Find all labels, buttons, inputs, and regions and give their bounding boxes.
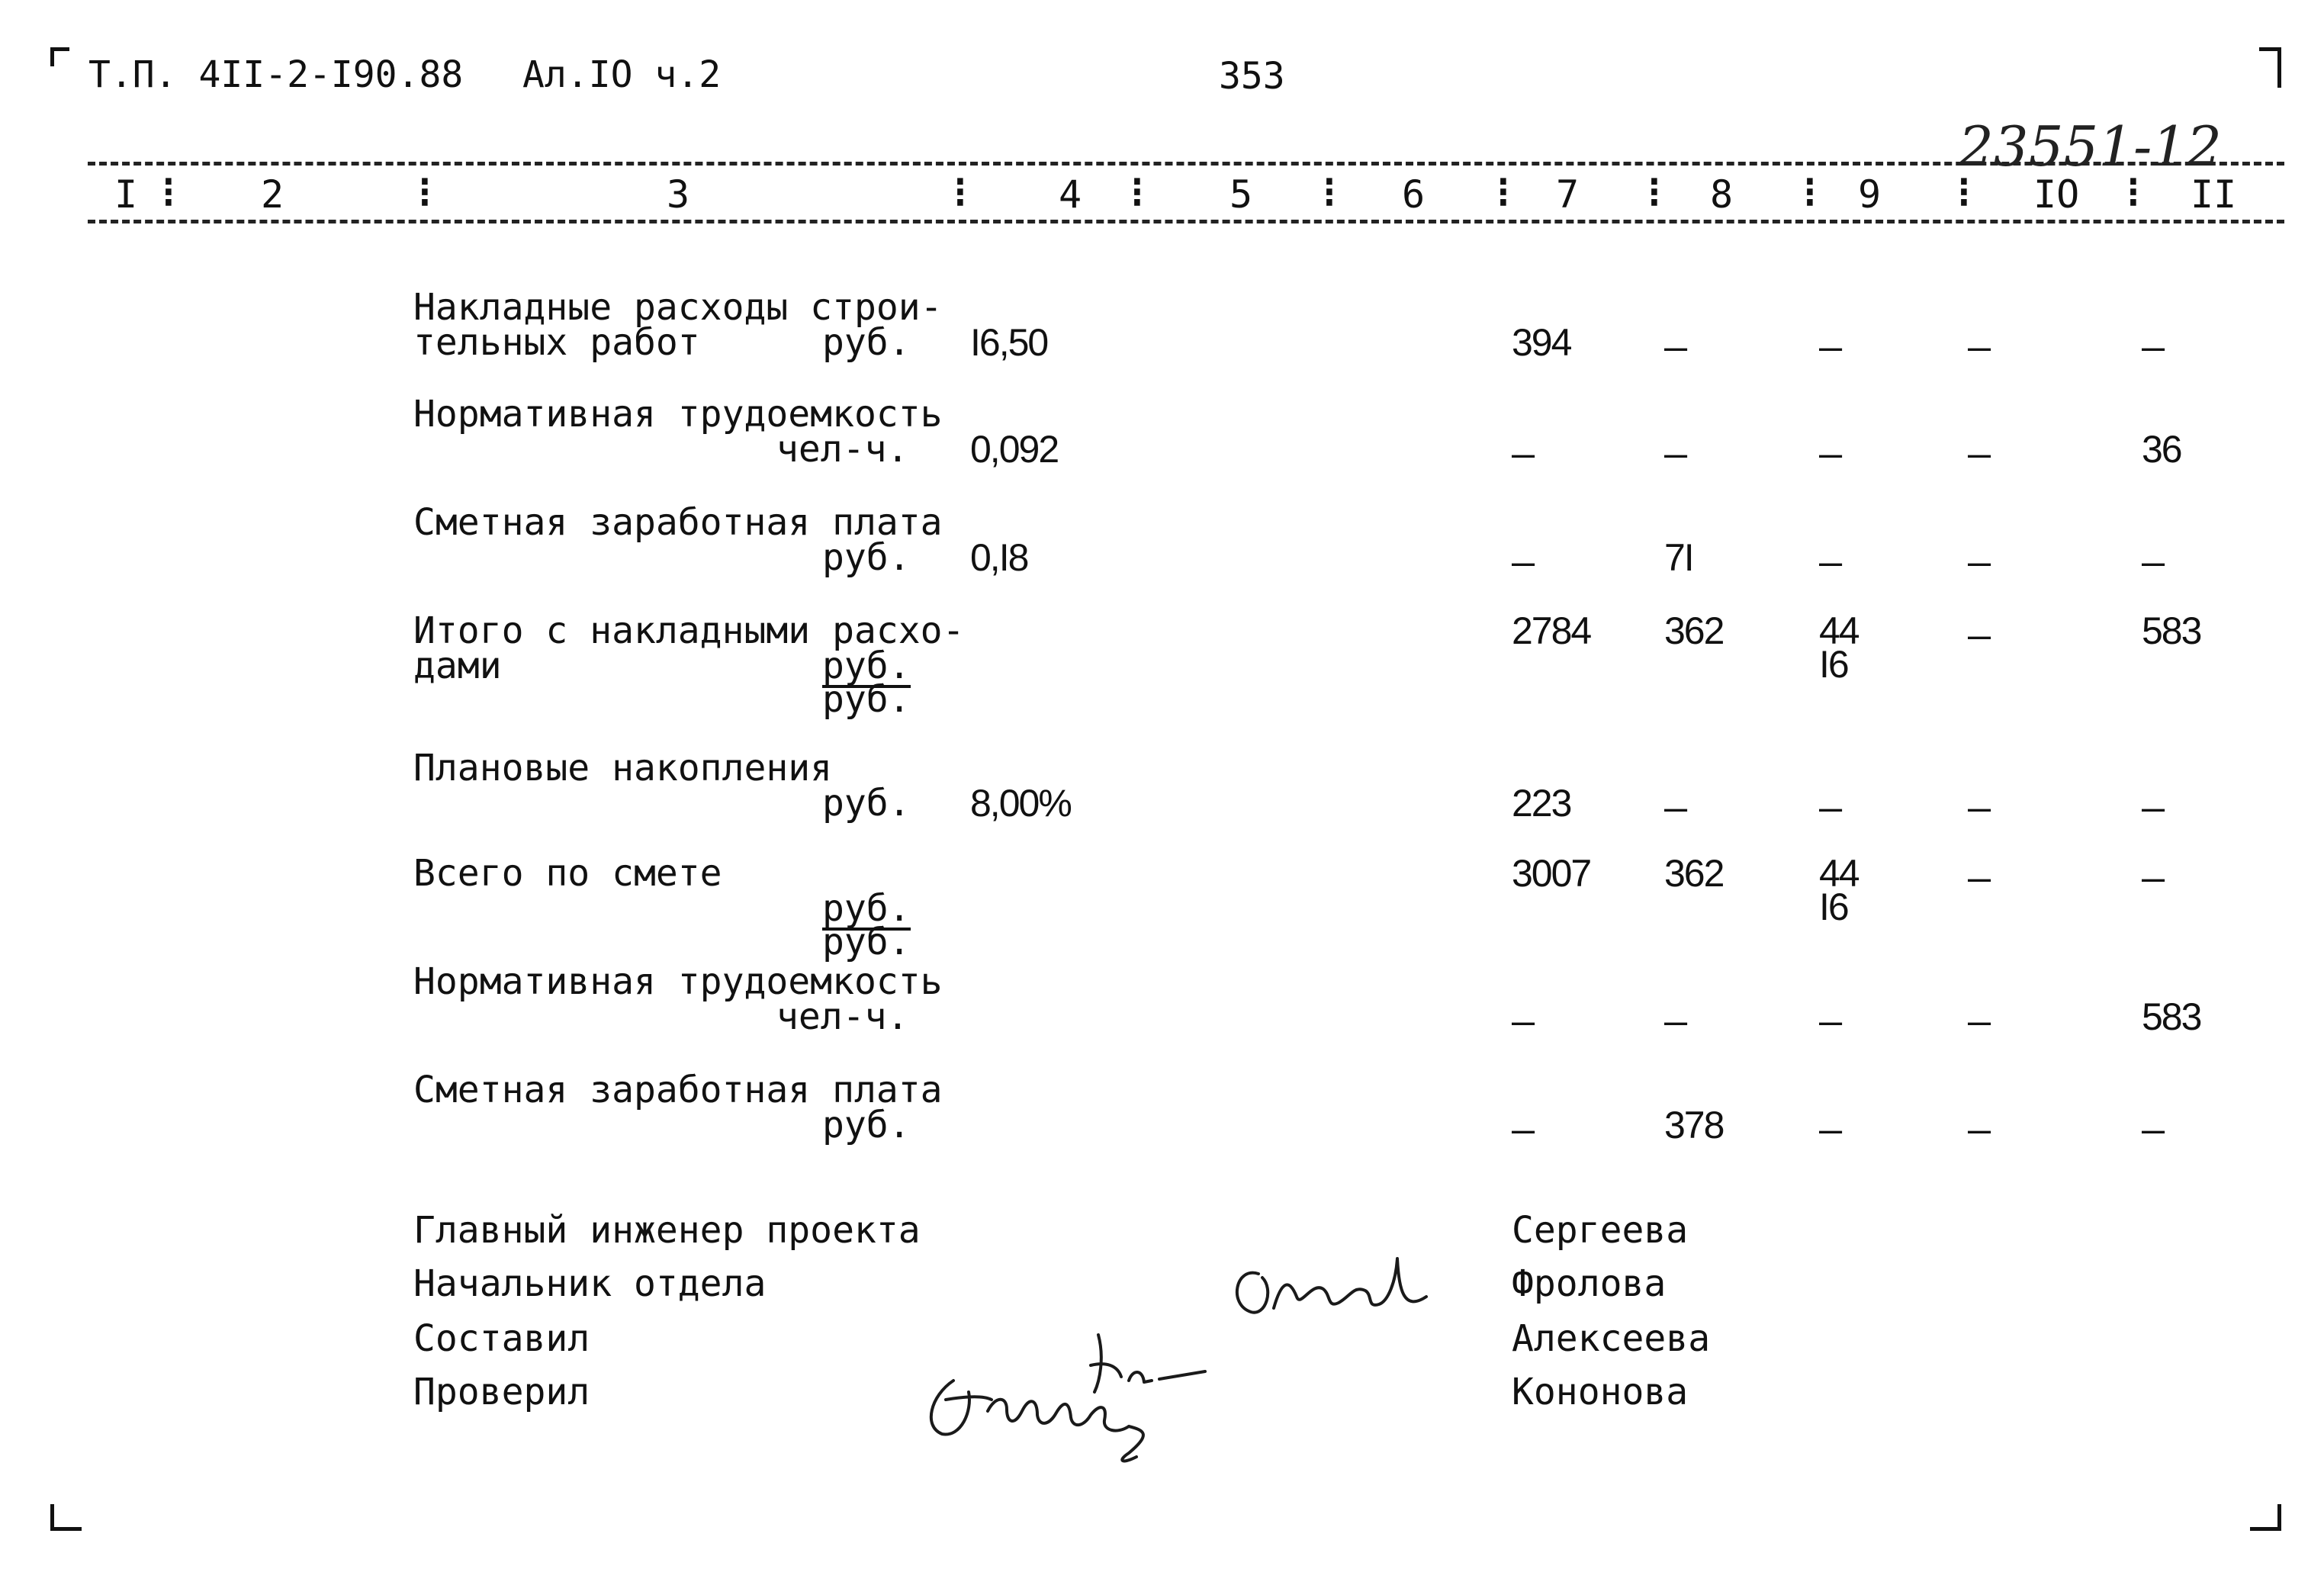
album-reference: Ал.IO ч.2 (522, 53, 722, 96)
row-value-c9-second: I6 (1819, 643, 1848, 686)
column-number: 7 (1556, 172, 1580, 217)
signature-name: Кононова (1512, 1371, 1689, 1413)
column-number: 5 (1230, 172, 1253, 217)
handwritten-signatures (900, 1205, 1449, 1480)
row-value-c9: – (1819, 432, 1843, 476)
column-separator: ⁝ (953, 168, 967, 217)
column-separator: ⁝ (1957, 168, 1971, 217)
handwritten-inventory-number: 23551-12 (1959, 114, 2222, 178)
column-strip-bottom-rule (88, 220, 2284, 223)
row-value-c10: – (1968, 432, 1991, 476)
row-value-c10: – (1968, 786, 1991, 830)
row-value-c10: – (1968, 325, 1991, 369)
row-value-c7: – (1512, 999, 1535, 1043)
row-value-c11: 583 (2142, 995, 2201, 1038)
row-rate: I6,50 (970, 321, 1048, 364)
row-label: Итого с накладными расхо- (413, 609, 965, 652)
row-value-c10: – (1968, 856, 1991, 900)
row-label: Плановые накопления (413, 747, 833, 789)
column-separator: ⁝ (1496, 168, 1510, 217)
row-value-c10: – (1968, 540, 1991, 584)
row-label: Нормативная трудоемкость (413, 960, 943, 1003)
corner-mark-top-right (2259, 47, 2281, 88)
row-value-c10: – (1968, 999, 1991, 1043)
row-value-c11: – (2142, 540, 2165, 584)
signature-role: Начальник отдела (413, 1262, 767, 1305)
row-unit: руб. (822, 887, 911, 930)
row-value-c8: – (1664, 432, 1688, 476)
column-number: 3 (667, 172, 690, 217)
row-unit: руб. (822, 536, 911, 579)
row-value-c8: 7I (1664, 536, 1693, 579)
row-label: Нормативная трудоемкость (413, 393, 943, 436)
row-value-c8: 362 (1664, 609, 1724, 652)
row-value-c8: – (1664, 786, 1688, 830)
column-strip-top-rule (88, 162, 2284, 166)
column-number: 8 (1710, 172, 1734, 217)
row-value-c7: 3007 (1512, 852, 1591, 895)
row-rate: 0,092 (970, 428, 1059, 471)
column-separator: ⁝ (2126, 168, 2140, 217)
row-unit: руб. (822, 782, 911, 825)
row-label-continued: дами (413, 645, 502, 687)
column-number: II (2191, 172, 2237, 217)
row-unit: чел-ч. (776, 428, 909, 471)
corner-mark-bottom-left (50, 1504, 82, 1531)
row-value-c7: – (1512, 540, 1535, 584)
row-value-c9: – (1819, 1108, 1843, 1152)
column-number: 6 (1402, 172, 1426, 217)
row-unit-denominator: руб. (822, 678, 911, 721)
row-value-c7: – (1512, 1108, 1535, 1152)
column-separator: ⁝ (1647, 168, 1661, 217)
column-number: 2 (261, 172, 284, 217)
column-separator: ⁝ (1803, 168, 1817, 217)
column-separator: ⁝ (1130, 168, 1144, 217)
row-value-c9: – (1819, 325, 1843, 369)
corner-mark-top-left (50, 47, 69, 66)
column-separator: ⁝ (418, 168, 432, 217)
row-value-c10: – (1968, 613, 1991, 657)
row-value-c7: 2784 (1512, 609, 1591, 652)
row-value-c7: 394 (1512, 321, 1571, 364)
row-unit-denominator: руб. (822, 921, 911, 963)
row-value-c9-second: I6 (1819, 886, 1848, 928)
row-value-c11: – (2142, 1108, 2165, 1152)
row-label: Сметная заработная плата (413, 1069, 943, 1111)
signature-name: Фролова (1512, 1262, 1667, 1305)
signature-role: Проверил (413, 1371, 590, 1413)
row-value-c7: – (1512, 432, 1535, 476)
row-label: Накладные расходы строи- (413, 286, 943, 329)
row-value-c9: 44 (1819, 609, 1859, 652)
row-label: Всего по смете (413, 852, 722, 895)
column-separator: ⁝ (162, 168, 175, 217)
row-rate: 0,I8 (970, 536, 1028, 579)
row-value-c11: – (2142, 856, 2165, 900)
row-unit: чел-ч. (776, 995, 909, 1038)
column-number: I (114, 172, 138, 217)
column-number: IO (2033, 172, 2080, 217)
row-value-c9: – (1819, 786, 1843, 830)
row-value-c8: – (1664, 325, 1688, 369)
signature-name: Сергеева (1512, 1209, 1689, 1252)
row-value-c9: 44 (1819, 852, 1859, 895)
row-unit: руб. (822, 1104, 911, 1146)
row-label: Сметная заработная плата (413, 501, 943, 544)
row-value-c9: – (1819, 999, 1843, 1043)
row-value-c11: 583 (2142, 609, 2201, 652)
row-rate: 8,00% (970, 782, 1071, 825)
row-value-c7: 223 (1512, 782, 1571, 825)
row-value-c8: 362 (1664, 852, 1724, 895)
row-value-c11: 36 (2142, 428, 2181, 471)
document-reference: Т.П. 4II-2-I90.88 (88, 53, 464, 96)
signature-role: Составил (413, 1317, 590, 1360)
row-value-c11: – (2142, 786, 2165, 830)
column-separator: ⁝ (1323, 168, 1336, 217)
row-value-c9: – (1819, 540, 1843, 584)
signature-role: Главный инженер проекта (413, 1209, 921, 1252)
column-number: 4 (1059, 172, 1082, 217)
signature-name: Алексеева (1512, 1317, 1711, 1360)
page-number: 353 (1219, 55, 1285, 98)
row-value-c8: 378 (1664, 1104, 1724, 1146)
row-unit: руб. (822, 321, 911, 364)
row-unit: руб. (822, 645, 911, 687)
row-label-continued: тельных работ (413, 321, 700, 364)
row-value-c10: – (1968, 1108, 1991, 1152)
corner-mark-bottom-right (2250, 1504, 2281, 1531)
row-value-c11: – (2142, 325, 2165, 369)
row-value-c8: – (1664, 999, 1688, 1043)
column-number: 9 (1858, 172, 1882, 217)
